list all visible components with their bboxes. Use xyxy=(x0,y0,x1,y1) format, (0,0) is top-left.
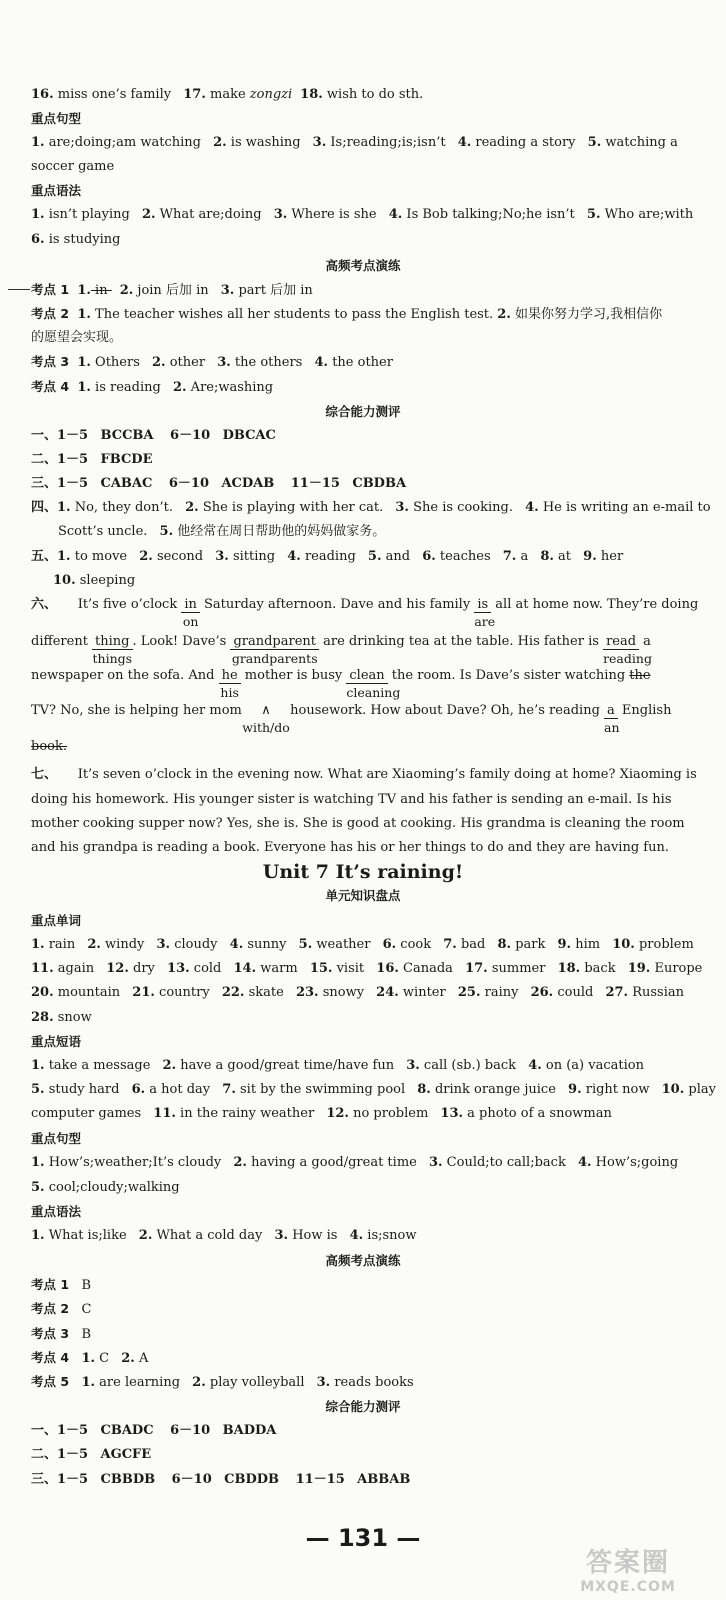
error-word-1: in on xyxy=(182,597,199,629)
grammar-line-1: 1. isn’t playing 2. What are;doing 3. Where is she 4. Is Bob talking;No;he isn’t 5. Who are;with xyxy=(31,207,694,222)
error-word-7: clean cleaning xyxy=(346,668,401,700)
correction-5: reading xyxy=(603,651,652,666)
sentence-line-1: 1. are;doing;am watching 2. is washing 3. Is;reading;is;isn’t 4. reading a story 5. watching a xyxy=(31,135,678,150)
heading-key-grammar: 重点语法 xyxy=(31,183,82,198)
error-word-3: thing things xyxy=(92,634,133,666)
correction-4: grandparents xyxy=(231,651,318,666)
heading-key-words: 重点单词 xyxy=(31,913,82,928)
heading-key-sentences: 重点句型 xyxy=(31,111,82,126)
correction-2: are xyxy=(474,614,496,629)
test-part-1: 一、1－5 BCCBA 6－10 DBCAC xyxy=(31,428,276,443)
point2-4: 考点 4 1. C 2. A xyxy=(31,1350,149,1366)
point-1-line: 考点 1 1. in 2. join 后加 in 3. part 后加 in xyxy=(31,282,313,298)
point-2-line-cont: 的愿望会实现。 xyxy=(31,330,123,345)
error-word-4: grandparent grandparents xyxy=(231,634,318,666)
margin-dash xyxy=(8,289,30,290)
heading-unit-review: 单元知识盘点 xyxy=(325,888,401,903)
heading-key-grammar-2: 重点语法 xyxy=(31,1204,82,1219)
error-word-2: is are xyxy=(474,597,496,629)
test-part-5-cont: 10. sleeping xyxy=(53,573,136,588)
phrases-line-1: 1. take a message 2. have a good/great time/have fun 3. call (sb.) back 4. on (a) vacation xyxy=(31,1058,644,1073)
correction-3: things xyxy=(92,651,133,666)
correction-line-3: newspaper on the sofa. And he his mother is busy clean cleaning the room. Is Dave’s sister watching the xyxy=(31,668,651,700)
point2-3: 考点 3 B xyxy=(31,1326,92,1342)
insert-mark: ∧ with/do xyxy=(246,702,286,720)
phrase-line-16-18: 16. miss one’s family 17. make zongzi 18. wish to do sth. xyxy=(31,87,424,102)
point-2-line: 考点 2 1. The teacher wishes all her students to pass the English test. 2. 如果你努力学习,我相信你 xyxy=(31,306,663,322)
error-word-5: read reading xyxy=(603,634,652,666)
sentences-line-1: 1. How’s;weather;It’s cloudy 2. having a good/great time 3. Could;to call;back 4. How’s;going xyxy=(31,1155,679,1170)
correction-1: on xyxy=(182,614,199,629)
words-line-4: 28. snow xyxy=(31,1010,92,1025)
point-4-line: 考点 4 1. is reading 2. Are;washing xyxy=(31,379,274,395)
heading-frequent-points-2: 高频考点演练 xyxy=(325,1253,401,1268)
error-word-8-deleted: the xyxy=(629,668,651,683)
correction-6: his xyxy=(220,685,239,700)
correction-line-2: different thing things . Look! Dave’s grandparent grandparents are drinking tea at the table. His father is read reading a xyxy=(31,634,652,666)
heading-comprehensive-test-2: 综合能力测评 xyxy=(325,1399,401,1414)
page-number: — 131 — xyxy=(305,1524,421,1552)
heading-key-phrases: 重点短语 xyxy=(31,1034,82,1049)
correction-line-4: TV? No, she is helping her mom ∧ with/do housework. How about Dave? Oh, he’s reading a an English xyxy=(31,703,672,735)
writing-line-1: 七、 It’s seven o’clock in the evening now. What are Xiaoming’s family doing at home? Xiaoming is xyxy=(31,767,697,782)
writing-line-2: doing his homework. His younger sister is watching TV and his father is sending an e-mail. Is his xyxy=(31,792,672,807)
test-part-4: 四、1. No, they don’t. 2. She is playing with her cat. 3. She is cooking. 4. He is writing an e-mail to xyxy=(31,500,711,515)
correction-line-1: 六、 It’s five o’clock in on Saturday afternoon. Dave and his family is are all at home now. They’re doing xyxy=(31,597,699,629)
watermark-logo: 答案圈 MXQE.COM xyxy=(580,1548,676,1595)
phrases-line-2: 5. study hard 6. a hot day 7. sit by the swimming pool 8. drink orange juice 9. right now 10. play xyxy=(31,1082,716,1097)
correction-7: cleaning xyxy=(346,685,401,700)
point2-1: 考点 1 B xyxy=(31,1277,92,1293)
sentence-line-2: soccer game xyxy=(31,159,115,174)
test-part-5: 五、1. to move 2. second 3. sitting 4. reading 5. and 6. teaches 7. a 8. at 9. her xyxy=(31,549,624,564)
words-line-1: 1. rain 2. windy 3. cloudy 4. sunny 5. weather 6. cook 7. bad 8. park 9. him 10. problem xyxy=(31,937,694,952)
sentences-line-2: 5. cool;cloudy;walking xyxy=(31,1180,180,1195)
phrases-line-3: computer games 11. in the rainy weather 12. no problem 13. a photo of a snowman xyxy=(31,1106,612,1121)
test-part-3: 三、1－5 CABAC 6－10 ACDAB 11－15 CBDBA xyxy=(31,476,407,491)
writing-line-3: mother cooking supper now? Yes, she is. She is good at cooking. His grandma is cleaning the room xyxy=(31,816,685,831)
test2-part-2: 二、1－5 AGCFE xyxy=(31,1447,152,1462)
grammar2-line-1: 1. What is;like 2. What a cold day 3. How is 4. is;snow xyxy=(31,1228,417,1243)
point2-2: 考点 2 C xyxy=(31,1301,92,1317)
grammar-line-2: 6. is studying xyxy=(31,232,121,247)
words-line-3: 20. mountain 21. country 22. skate 23. snowy 24. winter 25. rainy 26. could 27. Russian xyxy=(31,985,684,1000)
error-word-10: a an xyxy=(604,703,620,735)
error-word-6: he his xyxy=(220,668,239,700)
unit-title: Unit 7 It’s raining! xyxy=(262,861,464,883)
heading-frequent-points: 高频考点演练 xyxy=(325,258,401,273)
heading-key-sentences-2: 重点句型 xyxy=(31,1131,82,1146)
correction-line-5: book. xyxy=(31,739,67,754)
words-line-2: 11. again 12. dry 13. cold 14. warm 15. visit 16. Canada 17. summer 18. back 19. Europe xyxy=(31,961,703,976)
correction-10: an xyxy=(604,720,620,735)
point2-5: 考点 5 1. are learning 2. play volleyball 3. reads books xyxy=(31,1374,414,1390)
test2-part-3: 三、1－5 CBBDB 6－10 CBDDB 11－15 ABBAB xyxy=(31,1472,411,1487)
heading-comprehensive-test: 综合能力测评 xyxy=(325,404,401,419)
point-3-line: 考点 3 1. Others 2. other 3. the others 4. the other xyxy=(31,354,393,370)
test2-part-1: 一、1－5 CBADC 6－10 BADDA xyxy=(31,1423,277,1438)
correction-9: with/do xyxy=(242,720,290,735)
test-part-4-cont: Scott’s uncle. 5. 他经常在周日帮助他的妈妈做家务。 xyxy=(58,524,386,539)
writing-line-4: and his grandpa is reading a book. Everyone has his or her things to do and they are having fun. xyxy=(31,840,669,855)
test-part-2: 二、1－5 FBCDE xyxy=(31,452,153,467)
